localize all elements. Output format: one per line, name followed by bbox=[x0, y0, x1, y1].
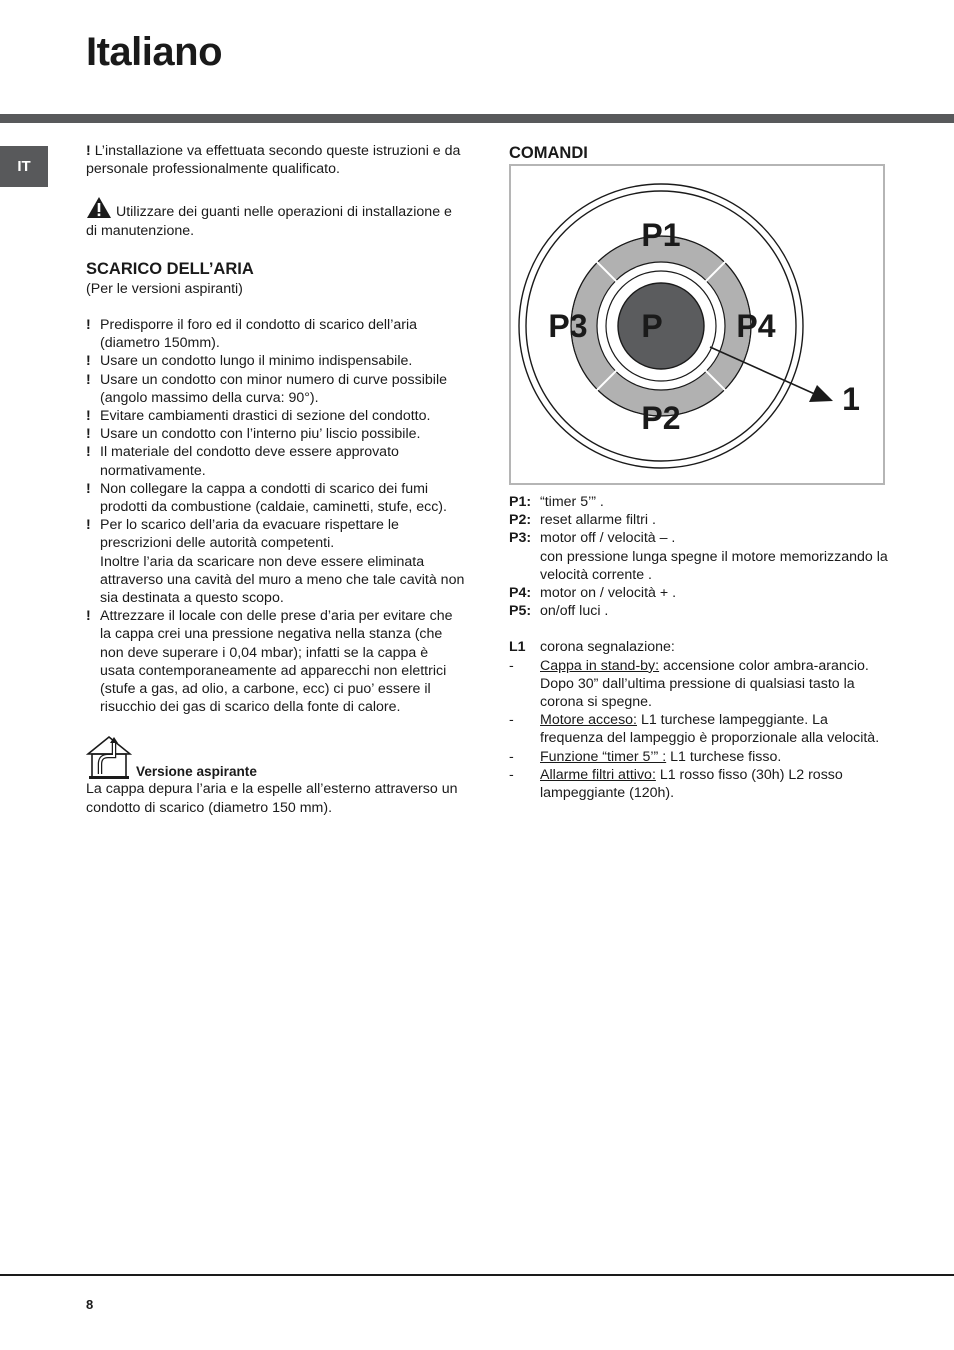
bullet-text: Non collegare la cappa a condotti di scarico dei fumi prodotti da combustione (caldaie, caminetti, stufe, ecc). bbox=[100, 480, 447, 516]
list-item bbox=[86, 371, 466, 407]
list-item bbox=[86, 425, 466, 443]
button-legend bbox=[509, 493, 889, 620]
bullet-mark: ! bbox=[86, 608, 91, 625]
legend-key: P5: bbox=[509, 603, 532, 620]
bullet-mark: ! bbox=[86, 317, 91, 334]
state-dash: - bbox=[509, 748, 514, 765]
ducted-version-label: Versione aspirante bbox=[136, 764, 257, 780]
l1-text: corona segnalazione: bbox=[540, 639, 675, 656]
bullet-text: Evitare cambiamenti drastici di sezione del condotto. bbox=[100, 408, 431, 425]
intro-paragraph bbox=[86, 142, 466, 178]
legend-row bbox=[509, 529, 889, 584]
list-item bbox=[86, 407, 466, 425]
page-number: 8 bbox=[86, 1297, 94, 1312]
warning-text: Utilizzare dei guanti nelle operazioni di installazione e di manutenzione. bbox=[86, 204, 452, 239]
bullet-mark: ! bbox=[86, 444, 91, 461]
legend-text: on/off luci . bbox=[540, 603, 609, 620]
legend-key: P2: bbox=[509, 512, 532, 529]
list-item bbox=[86, 480, 466, 516]
bullet-text: Attrezzare il locale con delle prese d’aria per evitare che la cappa crei una pressione negativa nella stanza (che non deve superare i 0,04 mbar); infatti se la cappa è usata contemporaneamente ad apparecchi non elettrici (stufe a gas, ad olio, a carbone, ecc) ci puo’ essere il risucchio dei gas di scarico della fonte di calore. bbox=[100, 608, 453, 716]
bullet-mark: ! bbox=[86, 408, 91, 425]
legend-key: P3: bbox=[509, 530, 532, 547]
state-row bbox=[509, 657, 889, 712]
bullet-mark: ! bbox=[86, 517, 91, 534]
list-item bbox=[86, 516, 466, 607]
state-dash: - bbox=[509, 712, 514, 729]
callout-label-1: 1 bbox=[842, 381, 860, 417]
state-label: Funzione “timer 5’” : bbox=[540, 748, 667, 765]
exhaust-instructions-list bbox=[86, 316, 466, 716]
legend-key: P1: bbox=[509, 494, 532, 510]
state-text: accensione color ambra-arancio. Dopo 30” dall’ultima pressione di qualsiasi tasto la corona si spegne. bbox=[540, 657, 869, 711]
bullet-mark: ! bbox=[86, 371, 91, 388]
legend-text: reset allarme filtri . bbox=[540, 512, 656, 529]
ducted-version-block bbox=[86, 734, 466, 816]
state-text: L1 turchese lampeggiante. La frequenza del lampeggio è proporzionale alla velocità. bbox=[540, 712, 880, 747]
legend-text: motor on / velocità + . bbox=[540, 585, 677, 602]
state-text: L1 rosso fisso (30h) L2 rosso lampeggiante (120h). bbox=[540, 766, 843, 802]
control-panel-diagram bbox=[509, 164, 885, 485]
warning-triangle-icon bbox=[86, 196, 112, 219]
label-p1: P1 bbox=[641, 217, 681, 253]
bullet-text: Usare un condotto lungo il minimo indispensabile. bbox=[100, 353, 413, 370]
language-tab: IT bbox=[0, 146, 48, 187]
ducted-version-text: La cappa depura l’aria e la espelle all’esterno attraverso un condotto di scarico (diametro 150 mm). bbox=[86, 781, 458, 816]
bullet-mark: ! bbox=[86, 353, 91, 370]
bullet-text: Usare un condotto con l’interno piu’ liscio possibile. bbox=[100, 426, 421, 443]
label-p2: P2 bbox=[641, 400, 681, 436]
state-label: Motore acceso: bbox=[540, 712, 637, 729]
control-panel-drawing bbox=[511, 166, 883, 483]
bullet-text: Predisporre il foro ed il condotto di scarico dell’aria (diametro 150mm). bbox=[100, 317, 418, 352]
bullet-mark: ! bbox=[86, 426, 91, 443]
legend-text: “timer 5’” . bbox=[540, 494, 604, 510]
light-ring-legend-row bbox=[509, 638, 889, 656]
right-column bbox=[509, 142, 889, 802]
list-item bbox=[86, 443, 466, 479]
house-exhaust-icon bbox=[86, 734, 132, 780]
list-item bbox=[86, 352, 466, 370]
state-row bbox=[509, 748, 889, 766]
left-column bbox=[86, 142, 466, 817]
legend-row bbox=[509, 584, 889, 602]
label-p3: P3 bbox=[548, 308, 588, 344]
legend-extra-text: con pressione lunga spegne il motore memorizzando la velocità corrente . bbox=[540, 548, 888, 583]
l1-key: L1 bbox=[509, 639, 526, 656]
legend-row bbox=[509, 493, 889, 511]
state-dash: - bbox=[509, 657, 514, 674]
list-item bbox=[86, 316, 466, 352]
bullet-text: Usare un condotto con minor numero di curve possibile (angolo massimo della curva: 90°). bbox=[100, 371, 447, 406]
bullet-text: Per lo scarico dell’aria da evacuare rispettare le prescrizioni delle autorità competenti. bbox=[100, 517, 399, 552]
footer-rule bbox=[0, 1274, 954, 1276]
legend-row bbox=[509, 602, 889, 620]
state-row bbox=[509, 766, 889, 802]
label-p-center: P bbox=[641, 308, 663, 344]
state-label: Cappa in stand-by: bbox=[540, 657, 660, 674]
label-p4: P4 bbox=[736, 308, 776, 344]
section-title-controls: COMANDI bbox=[509, 144, 588, 162]
state-row bbox=[509, 711, 889, 747]
intro-mark: ! bbox=[86, 143, 91, 159]
state-dash: - bbox=[509, 766, 514, 783]
header-rule bbox=[0, 114, 954, 123]
legend-key: P4: bbox=[509, 585, 532, 602]
intro-text: L’installazione va effettuata secondo queste istruzioni e da personale professionalmente qualificato. bbox=[86, 143, 461, 178]
state-label: Allarme filtri attivo: bbox=[540, 766, 656, 783]
page-title: Italiano bbox=[86, 30, 223, 74]
glove-warning bbox=[86, 196, 466, 239]
section-title-air-exhaust: SCARICO DELL’ARIA bbox=[86, 259, 254, 278]
bullet-mark: ! bbox=[86, 480, 91, 497]
list-item bbox=[86, 607, 466, 716]
section-subtitle: (Per le versioni aspiranti) bbox=[86, 280, 243, 297]
legend-text: motor off / velocità – . bbox=[540, 530, 676, 547]
bullet-text: Il materiale del condotto deve essere approvato normativamente. bbox=[100, 444, 399, 479]
state-text: L1 turchese fisso. bbox=[666, 748, 782, 765]
bullet-extra-text: Inoltre l’aria da scaricare non deve essere eliminata attraverso una cavità del muro a meno che tale cavità non sia destinata a questo scopo. bbox=[100, 553, 465, 607]
legend-row bbox=[509, 511, 889, 529]
